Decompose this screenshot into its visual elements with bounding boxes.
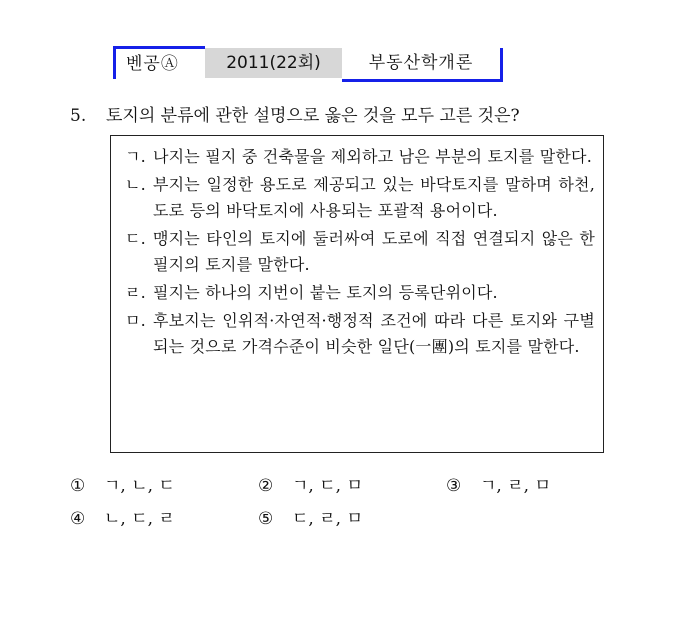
choice-number: ② (258, 476, 274, 496)
statements-box (110, 135, 604, 453)
subject-label: 부동산학개론 (342, 48, 503, 82)
choice-text: ㄴ, ㄷ, ㄹ (104, 509, 175, 529)
choice-number: ⑤ (258, 509, 274, 529)
question-stem (70, 104, 520, 128)
statement-mark: ㄹ. (125, 283, 146, 302)
statement-text: 필지는 하나의 지번이 붙는 토지의 등록단위이다. (153, 283, 498, 302)
statement-item (125, 308, 595, 360)
choice-text: ㄱ, ㄹ, ㅁ (480, 476, 551, 496)
statement-item (125, 280, 595, 306)
brand-label: 벤공Ⓐ (113, 46, 205, 79)
choice-number: ① (70, 476, 86, 496)
statement-mark: ㄴ. (125, 175, 146, 194)
statement-mark: ㄷ. (125, 229, 146, 248)
answer-choice-1[interactable] (70, 474, 175, 498)
statement-mark: ㄱ. (125, 147, 146, 166)
statement-item (125, 144, 595, 170)
statement-mark: ㅁ. (125, 311, 146, 330)
statement-text: 나지는 필지 중 건축물을 제외하고 남은 부분의 토지를 말한다. (153, 147, 592, 166)
answer-choice-3[interactable] (446, 474, 551, 498)
choice-text: ㄱ, ㄷ, ㅁ (292, 476, 363, 496)
exam-header (113, 46, 503, 82)
question-number: 5. (70, 106, 87, 126)
statement-text: 부지는 일정한 용도로 제공되고 있는 바닥토지를 말하며 하천, 도로 등의 바닥토지에 사용되는 포괄적 용어이다. (153, 175, 595, 220)
question-text: 토지의 분류에 관한 설명으로 옳은 것을 모두 고른 것은? (106, 106, 520, 126)
statement-text: 후보지는 인위적·자연적·행정적 조건에 따라 다른 토지와 구별되는 것으로 가격수준이 비슷한 일단(一團)의 토지를 말한다. (153, 311, 595, 356)
exam-year-label: 2011(22회) (205, 48, 342, 78)
statement-text: 맹지는 타인의 토지에 둘러싸여 도로에 직접 연결되지 않은 한 필지의 토지를 말한다. (153, 229, 595, 274)
choice-text: ㄱ, ㄴ, ㄷ (104, 476, 175, 496)
statement-item (125, 226, 595, 278)
choice-text: ㄷ, ㄹ, ㅁ (292, 509, 363, 529)
answer-choice-5[interactable] (258, 507, 363, 531)
statement-item (125, 172, 595, 224)
choice-number: ③ (446, 476, 462, 496)
answer-choice-4[interactable] (70, 507, 175, 531)
choice-number: ④ (70, 509, 86, 529)
answer-choice-2[interactable] (258, 474, 363, 498)
